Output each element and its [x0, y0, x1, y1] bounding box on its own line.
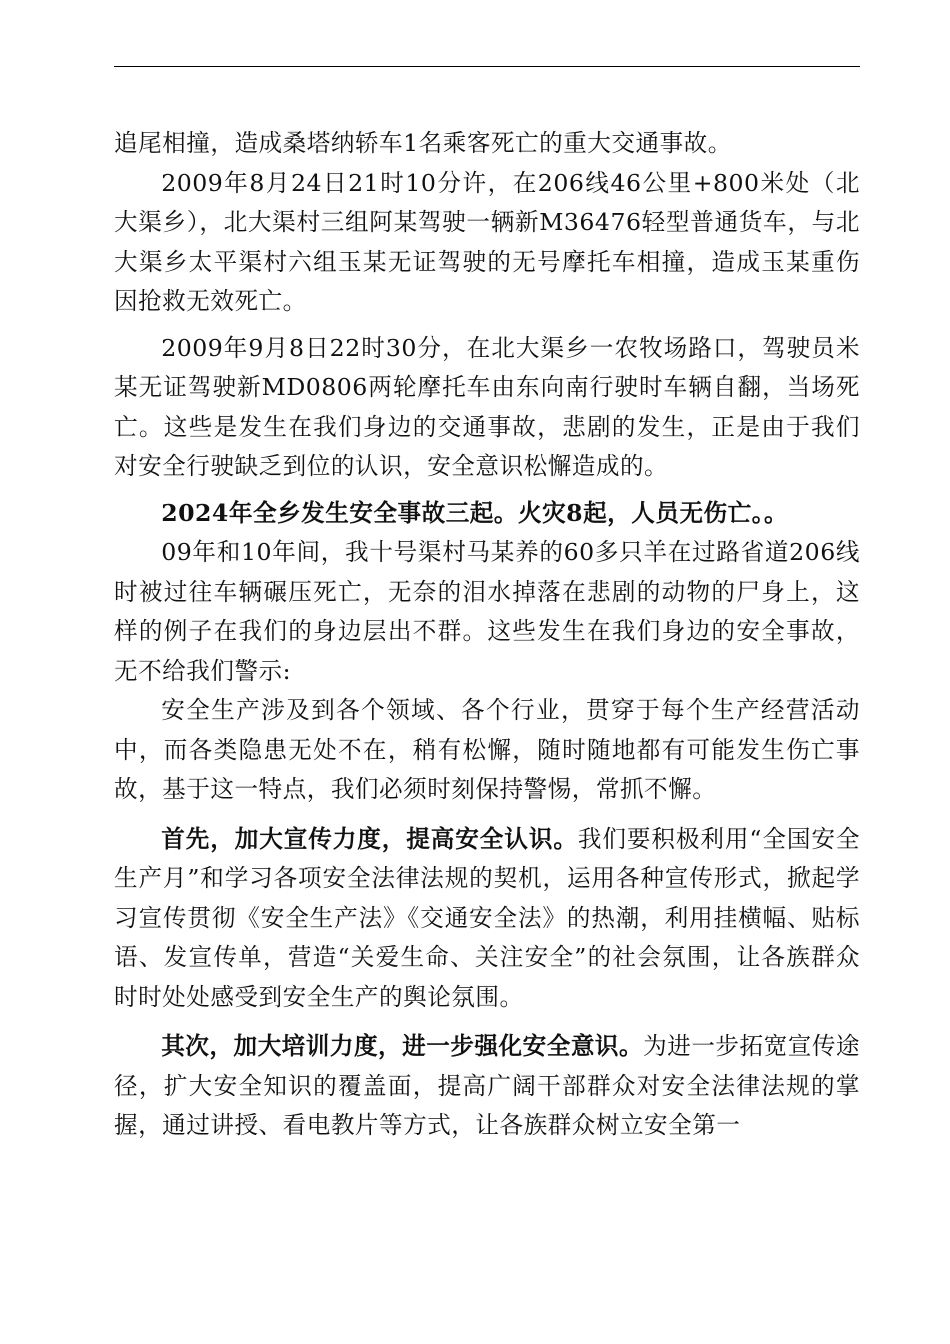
paragraph-2024-summary: 2024年全乡发生安全事故三起。火灾8起，人员无伤亡。。: [161, 498, 789, 527]
second-measure-text: 为进一步拓宽宣传途径，扩大安全知识的覆盖面，提高广阔干部群众对安全法律法规的掌握，通过讲授、看电教片等方式，让各族群众树立安全第一: [114, 1032, 861, 1139]
paragraph-accident-sep-8: 2009年9月8日22时30分，在北大渠乡一农牧场路口，驾驶员米某无证驾驶新MD0806两轮摩托车由东向南行驶时车辆自翻，当场死亡。这些是发生在我们身边的交通事故，悲剧的发生，正是由于我们对安全行驶缺乏到位的认识，安全意识松懈造成的。: [114, 333, 860, 480]
paragraph-second-measure: [114, 1027, 860, 1146]
header-rule: [114, 66, 860, 67]
paragraph-sheep-accident: 09年和10年间，我十号渠村马某养的60多只羊在过路省道206线时被过往车辆碾压死亡，无奈的泪水掉落在悲剧的动物的尸身上，这样的例子在我们的身边层出不群。这些发生在我们身边的安全事故，无不给我们警示:: [114, 538, 860, 685]
first-measure-heading: 首先，加大宣传力度，提高安全认识。: [161, 824, 578, 853]
paragraph-safety-production: 安全生产涉及到各个领域、各个行业，贯穿于每个生产经营活动中，而各类隐患无处不在，稍有松懈，随时随地都有可能发生伤亡事故，基于这一特点，我们必须时刻保持警惕，常抓不懈。: [114, 696, 860, 803]
paragraph-accident-continuation: 追尾相撞，造成桑塔纳轿车1名乘客死亡的重大交通事故。: [114, 129, 732, 157]
document-body: [114, 124, 860, 1146]
first-measure-text: 我们要积极利用“全国安全生产月”和学习各项安全法律法规的契机，运用各种宣传形式，掀起学习宣传贯彻《安全生产法》《交通安全法》的热潮，利用挂横幅、贴标语、发宣传单，营造“关爱生命、关注安全”的社会氛围，让各族群众时时处处感受到安全生产的舆论氛围。: [114, 824, 861, 1011]
second-measure-heading: 其次，加大培训力度，进一步强化安全意识。: [161, 1032, 644, 1060]
paragraph-first-measure: [114, 820, 860, 1018]
paragraph-accident-aug-24: 2009年8月24日21时10分许，在206线46公里+800米处（北大渠乡），北大渠村三组阿某驾驶一辆新M36476轻型普通货车，与北大渠乡太平渠村六组玉某无证驾驶的无号摩托车相撞，造成玉某重伤因抢救无效死亡。: [114, 168, 860, 315]
